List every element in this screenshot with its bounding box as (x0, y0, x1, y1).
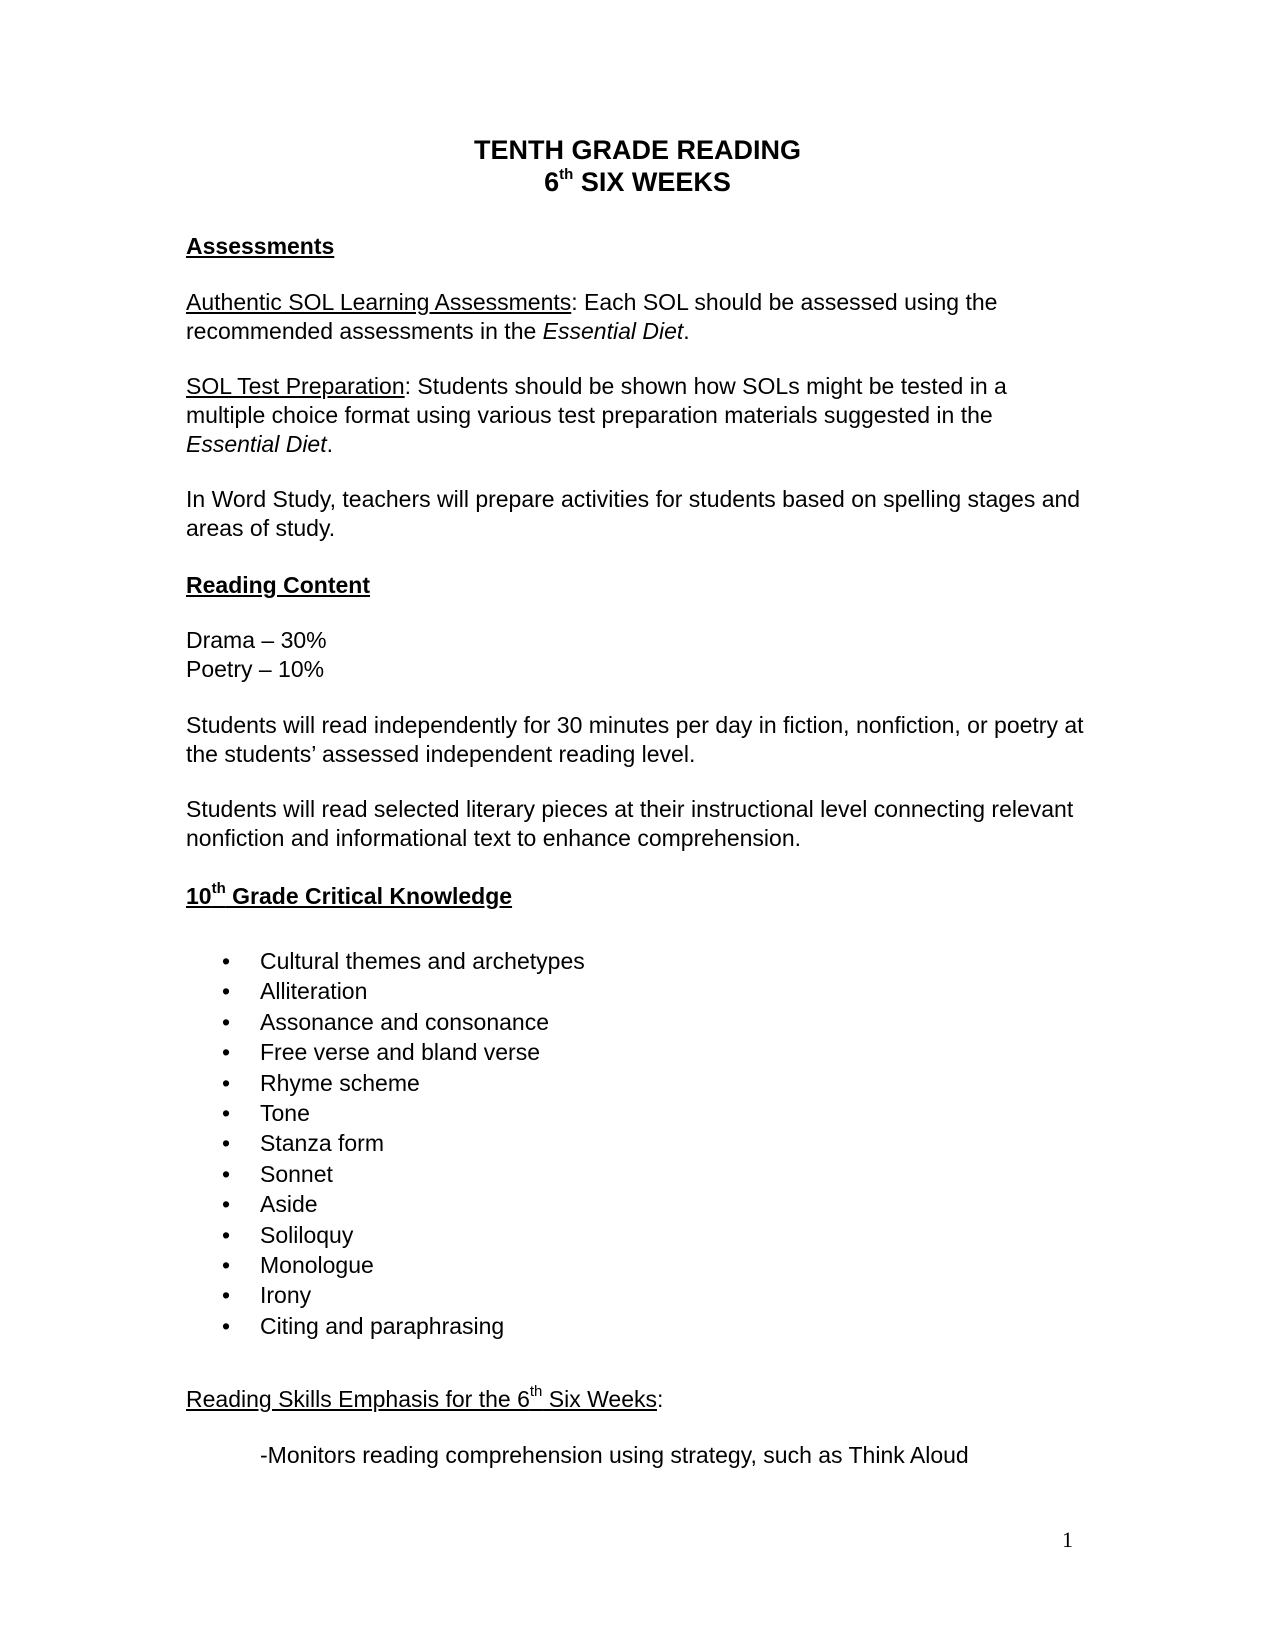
critical-heading-text: Grade Critical Knowledge (225, 883, 513, 909)
list-item-label: Irony (260, 1282, 312, 1309)
bullet-icon: • (222, 948, 231, 974)
authentic-assessments-paragraph (186, 288, 1086, 346)
list-item-label: Aside (260, 1191, 318, 1218)
bullet-icon: • (222, 1282, 231, 1309)
list-item-label: Free verse and bland verse (260, 1039, 540, 1066)
independent-reading-paragraph: Students will read independently for 30 minutes per day in fiction, nonfiction, or poetry at the students’ assessed independent reading level. (186, 712, 1084, 767)
bullet-icon: • (222, 1008, 231, 1035)
document-title: TENTH GRADE READING (473, 135, 801, 165)
critical-heading-number: 10 (186, 883, 212, 909)
word-study-paragraph: In Word Study, teachers will prepare activities for students based on spelling stages and areas of study. (186, 486, 1081, 541)
drama-percentage: Drama – 30% (186, 627, 327, 653)
reading-skills-emphasis-label (186, 1385, 1086, 1414)
reading-content-heading: Reading Content (186, 572, 370, 598)
subtitle-superscript: th (559, 166, 574, 183)
bullet-icon: • (222, 1221, 231, 1248)
list-item-label: Citing and paraphrasing (260, 1312, 505, 1339)
list-item (186, 1007, 585, 1037)
bullet-icon: • (222, 1069, 231, 1096)
list-item (186, 1220, 585, 1250)
literary-pieces-paragraph: Students will read selected literary pieces at their instructional level connecting relevant nonfiction and informational text to enhance comprehension. (186, 796, 1074, 851)
list-item-label: Cultural themes and archetypes (260, 948, 585, 974)
bullet-icon: • (222, 1251, 231, 1278)
list-item (186, 1280, 585, 1310)
list-item-label: Soliloquy (260, 1221, 354, 1248)
skills-label-superscript: th (529, 1383, 543, 1401)
list-item (186, 946, 585, 976)
document-subtitle (0, 166, 1275, 199)
list-item (186, 1311, 585, 1341)
list-item (186, 1128, 585, 1158)
critical-heading-superscript: th (211, 880, 226, 898)
list-item-label: Alliteration (260, 978, 368, 1005)
authentic-assessments-text: : Each SOL should be assessed using the recommended assessments in the (186, 289, 998, 344)
sol-test-preparation-label: SOL Test Preparation (186, 373, 405, 399)
sol-end: . (326, 431, 334, 457)
bullet-icon: • (222, 978, 231, 1005)
skills-label-b: Six Weeks (542, 1386, 658, 1412)
bullet-icon: • (222, 1160, 231, 1187)
sol-test-preparation-paragraph (186, 372, 1086, 459)
list-item-label: Monologue (260, 1251, 374, 1278)
list-item-label: Stanza form (260, 1130, 384, 1157)
list-item (186, 976, 585, 1006)
bullet-icon: • (222, 1191, 231, 1218)
bullet-icon: • (222, 1130, 231, 1157)
skills-label-a: Reading Skills Emphasis for the 6 (186, 1386, 530, 1412)
page-number: 1 (1062, 1527, 1073, 1552)
authentic-end: . (683, 318, 690, 344)
list-item (186, 1189, 585, 1219)
critical-knowledge-list (186, 946, 585, 1341)
sol-essential-diet: Essential Diet (186, 431, 327, 457)
sol-test-preparation-text: : Students should be shown how SOLs might be tested in a multiple choice format using various test preparation materials suggested in the (186, 373, 1007, 428)
list-item (186, 1159, 585, 1189)
poetry-percentage: Poetry – 10% (186, 656, 325, 682)
skills-label-colon: : (657, 1386, 664, 1412)
list-item-label: Assonance and consonance (260, 1008, 549, 1035)
list-item-label: Rhyme scheme (260, 1069, 420, 1096)
list-item-label: Sonnet (260, 1160, 333, 1187)
assessments-heading: Assessments (186, 233, 335, 259)
bullet-icon: • (222, 1099, 231, 1126)
critical-knowledge-heading (186, 881, 512, 911)
list-item (186, 1098, 585, 1128)
subtitle-number: 6 (544, 167, 560, 197)
subtitle-text: SIX WEEKS (573, 167, 731, 197)
bullet-icon: • (222, 1312, 231, 1339)
list-item (186, 1037, 585, 1067)
list-item-label: Tone (260, 1099, 310, 1126)
authentic-essential-diet: Essential Diet (542, 318, 684, 344)
list-item (186, 1068, 585, 1098)
skills-label-text (186, 1383, 658, 1412)
authentic-assessments-label: Authentic SOL Learning Assessments (186, 289, 572, 315)
skills-item: -Monitors reading comprehension using strategy, such as Think Aloud (260, 1442, 969, 1468)
list-item (186, 1250, 585, 1280)
bullet-icon: • (222, 1039, 231, 1066)
